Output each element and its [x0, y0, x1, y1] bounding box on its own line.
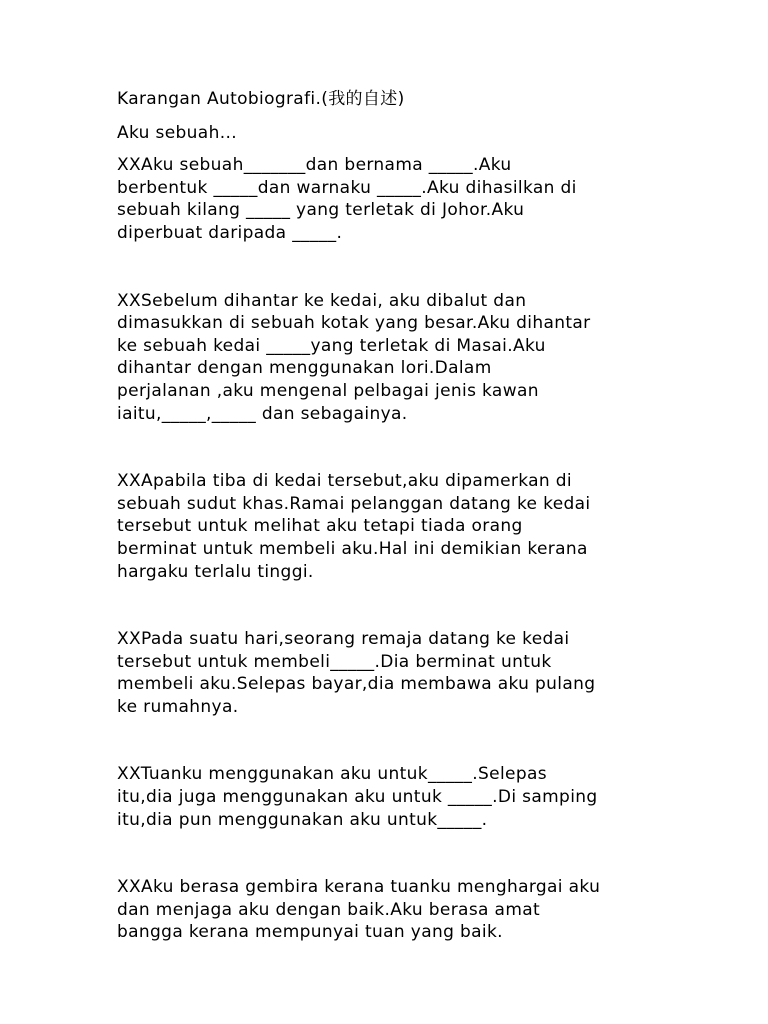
intro-line: Aku sebuah...	[117, 122, 237, 143]
paragraph-line: berbentuk _____dan warnaku _____.Aku dihasilkan di	[117, 177, 577, 198]
paragraph-5	[117, 763, 662, 831]
document-page	[117, 88, 662, 989]
paragraph-line: XXApabila tiba di kedai tersebut,aku dipamerkan di	[117, 471, 573, 492]
paragraph-line: ke sebuah kedai _____yang terletak di Masai.Aku	[117, 335, 546, 356]
paragraph-line: tersebut untuk melihat aku tetapi tiada orang	[117, 516, 523, 537]
document-title: Karangan Autobiografi.(我的自述)	[117, 89, 405, 109]
paragraph-line: XXTuanku menggunakan aku untuk_____.Selepas	[117, 764, 547, 785]
paragraph-line: berminat untuk membeli aku.Hal ini demikian kerana	[117, 538, 588, 559]
paragraph-line: membeli aku.Selepas bayar,dia membawa aku pulang	[117, 674, 596, 695]
paragraph-line: dihantar dengan menggunakan lori.Dalam	[117, 358, 492, 379]
paragraph-3	[117, 470, 662, 583]
paragraph-line: ke rumahnya.	[117, 696, 239, 717]
paragraph-line: hargaku terlalu tinggi.	[117, 561, 314, 582]
paragraph-line: dan menjaga aku dengan baik.Aku berasa amat	[117, 899, 541, 920]
paragraph-line: diperbuat daripada _____.	[117, 222, 343, 243]
paragraph-line: iaitu,_____,_____ dan sebagainya.	[117, 403, 408, 424]
paragraph-line: XXSebelum dihantar ke kedai, aku dibalut dan	[117, 290, 527, 311]
paragraph-line: itu,dia juga menggunakan aku untuk _____.Di samping	[117, 787, 598, 808]
paragraph-4	[117, 628, 662, 718]
paragraph-1	[117, 154, 662, 244]
paragraph-line: XXAku sebuah_______dan bernama _____.Aku	[117, 155, 512, 176]
paragraph-line: itu,dia pun menggunakan aku untuk_____.	[117, 809, 488, 830]
paragraph-line: perjalanan ,aku mengenal pelbagai jenis kawan	[117, 380, 539, 401]
paragraph-6	[117, 876, 662, 944]
paragraph-line: dimasukkan di sebuah kotak yang besar.Aku dihantar	[117, 313, 591, 334]
paragraph-line: bangga kerana mempunyai tuan yang baik.	[117, 922, 503, 943]
paragraph-2	[117, 290, 662, 426]
paragraph-line: tersebut untuk membeli_____.Dia berminat untuk	[117, 651, 552, 672]
paragraph-line: sebuah sudut khas.Ramai pelanggan datang ke kedai	[117, 493, 591, 514]
paragraph-line: XXAku berasa gembira kerana tuanku menghargai aku	[117, 877, 601, 898]
paragraph-line: sebuah kilang _____ yang terletak di Johor.Aku	[117, 200, 525, 221]
paragraph-line: XXPada suatu hari,seorang remaja datang ke kedai	[117, 629, 570, 650]
